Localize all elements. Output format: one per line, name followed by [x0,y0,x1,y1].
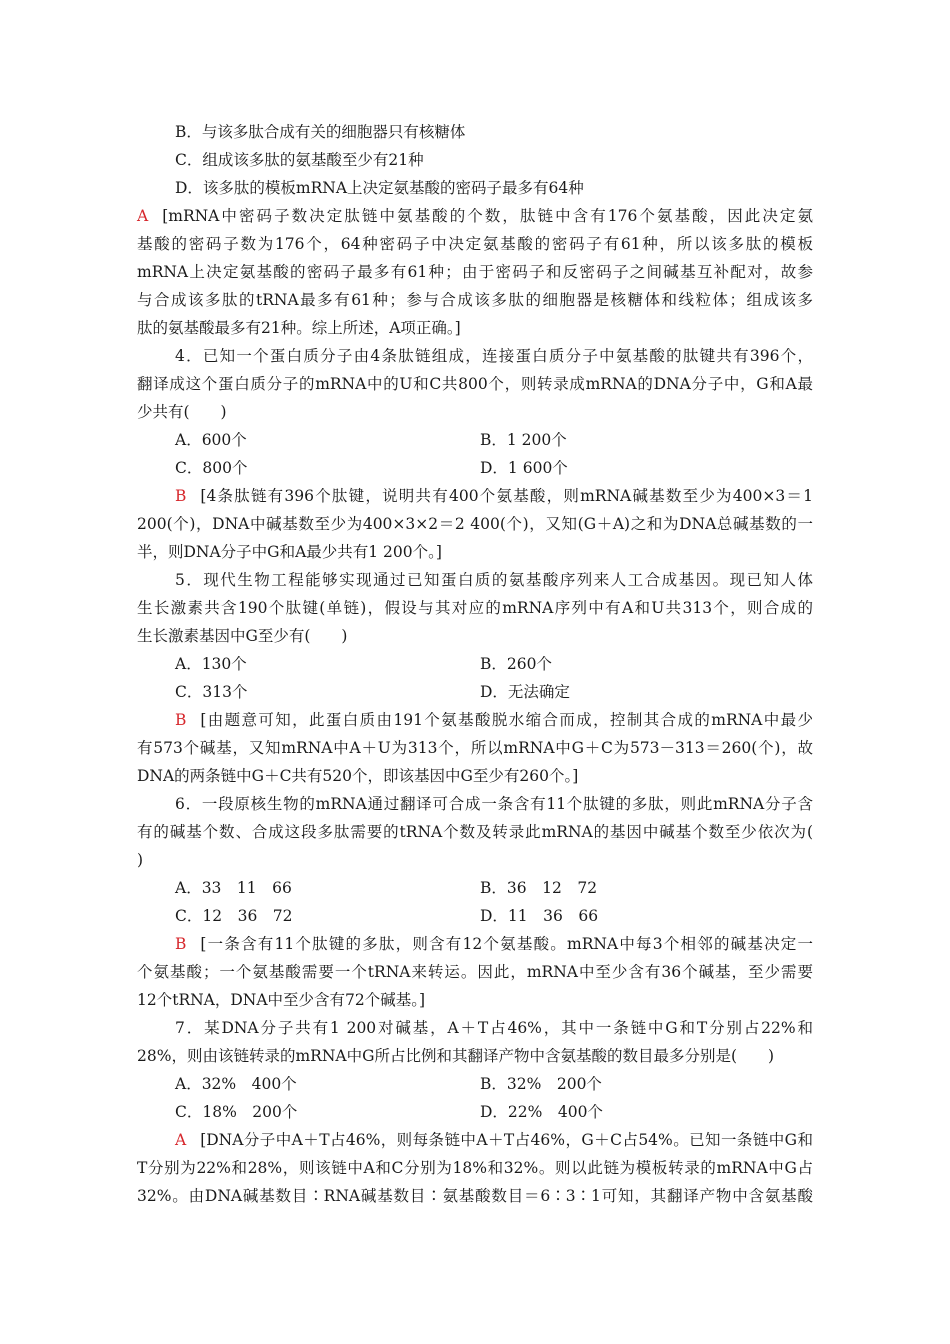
q5-stem-line-1: 5．现代生物工程能够实现通过已知蛋白质的氨基酸序列来人工合成基因。现已知人体 [175,571,813,589]
q6-explanation-line-3: 12个tRNA，DNA中至少含有72个碱基。] [137,991,426,1009]
q7-stem-line-2: 28%，则由该链转录的mRNA中G所占比例和其翻译产物中含氨基酸的数目最多分别是( ) [137,1047,775,1065]
q6-answer: B [175,935,187,953]
q3-explanation-line-2: 基酸的密码子数为176个，64种密码子中决定氨基酸的密码子有61种，所以该多肽的模板 [137,235,813,253]
q7-explanation-line-1: A [DNA分子中A＋T占46%，则每条链中A＋T占46%，G＋C占54%。已知一条链中G和 [175,1131,813,1149]
q7-answer: A [175,1131,187,1149]
q3-answer: A [137,207,149,225]
q5-explanation-line-2: 有573个碱基，又知mRNA中A＋U为313个，所以mRNA中G＋C为573－313＝260(个)，故 [137,739,813,757]
q5-option-a: A．130个 [175,655,247,673]
q7-option-c: C．18% 200个 [175,1103,298,1121]
q4-option-b: B．1 200个 [480,431,567,449]
q7-option-d: D．22% 400个 [480,1103,603,1121]
q5-stem-line-2: 生长激素共含190个肽键(单链)，假设与其对应的mRNA序列中有A和U共313个，则合成的 [137,599,813,617]
q6-stem-line-3: ) [137,851,144,869]
q5-option-c: C．313个 [175,683,248,701]
q7-explanation-line-3: 32%。由DNA碱基数目∶RNA碱基数目∶氨基酸数目＝6∶3∶1可知，其翻译产物中含氨基酸 [137,1187,813,1205]
q3-explanation-line-4: 与合成该多肽的tRNA最多有61种；参与合成该多肽的细胞器是核糖体和线粒体；组成该多 [137,291,813,309]
q3-option-d: D．该多肽的模板mRNA上决定氨基酸的密码子最多有64种 [175,179,584,197]
q7-option-a: A．32% 400个 [175,1075,297,1093]
q6-option-a: A．33 11 66 [175,879,292,897]
q6-option-b: B．36 12 72 [480,879,598,897]
q6-explanation-line-2: 个氨基酸；一个氨基酸需要一个tRNA来转运。因此，mRNA中至少含有36个碱基，至少需要 [137,963,813,981]
q3-option-b: B．与该多肽合成有关的细胞器只有核糖体 [175,123,466,141]
q4-explanation-line-2: 200(个)，DNA中碱基数至少为400×3×2＝2 400(个)，又知(G＋A)之和为DNA总碱基数的一 [137,515,813,533]
q3-explanation-line-1: A [mRNA中密码子数决定肽链中氨基酸的个数，肽链中含有176个氨基酸，因此决定氨 [137,207,813,225]
q4-stem-line-1: 4．已知一个蛋白质分子由4条肽链组成，连接蛋白质分子中氨基酸的肽键共有396个， [175,347,813,365]
q5-answer: B [175,711,187,729]
q7-explanation-line-2: T分别为22%和28%，则该链中A和C分别为18%和32%。则以此链为模板转录的mRNA中G占 [137,1159,813,1177]
q6-stem-line-1: 6．一段原核生物的mRNA通过翻译可合成一条含有11个肽键的多肽，则此mRNA分子含 [175,795,813,813]
q6-stem-line-2: 有的碱基个数、合成这段多肽需要的tRNA个数及转录此mRNA的基因中碱基个数至少依次为( [137,823,813,841]
q7-option-b: B．32% 200个 [480,1075,602,1093]
q5-stem-line-3: 生长激素基因中G至少有( ) [137,627,348,645]
q3-explanation-line-3: mRNA上决定氨基酸的密码子最多有61种；由于密码子和反密码子之间碱基互补配对，故参 [137,263,813,281]
q4-option-d: D．1 600个 [480,459,568,477]
q5-option-d: D．无法确定 [480,683,570,701]
q6-option-c: C．12 36 72 [175,907,293,925]
q4-answer: B [175,487,187,505]
q4-stem-line-2: 翻译成这个蛋白质分子的mRNA中的U和C共800个，则转录成mRNA的DNA分子中，G和A最 [137,375,813,393]
q5-option-b: B．260个 [480,655,552,673]
q4-explanation-line-1: B [4条肽链有396个肽键，说明共有400个氨基酸，则mRNA碱基数至少为400×3＝1 [175,487,813,505]
q4-option-a: A．600个 [175,431,247,449]
q6-option-d: D．11 36 66 [480,907,599,925]
q7-stem-line-1: 7．某DNA分子共有1 200对碱基，A＋T占46%，其中一条链中G和T分别占22%和 [175,1019,813,1037]
q3-explanation-line-5: 肽的氨基酸最多有21种。综上所述，A项正确。] [137,319,461,337]
q5-explanation-line-3: DNA的两条链中G＋C共有520个，即该基因中G至少有260个。] [137,767,579,785]
q4-explanation-line-3: 半，则DNA分子中G和A最少共有1 200个。] [137,543,442,561]
q5-explanation-line-1: B [由题意可知，此蛋白质由191个氨基酸脱水缩合而成，控制其合成的mRNA中最少 [175,711,813,729]
q4-stem-line-3: 少共有( ) [137,403,227,421]
q3-option-c: C．组成该多肽的氨基酸至少有21种 [175,151,424,169]
q4-option-c: C．800个 [175,459,248,477]
q6-explanation-line-1: B [一条含有11个肽键的多肽，则含有12个氨基酸。mRNA中每3个相邻的碱基决定一 [175,935,813,953]
